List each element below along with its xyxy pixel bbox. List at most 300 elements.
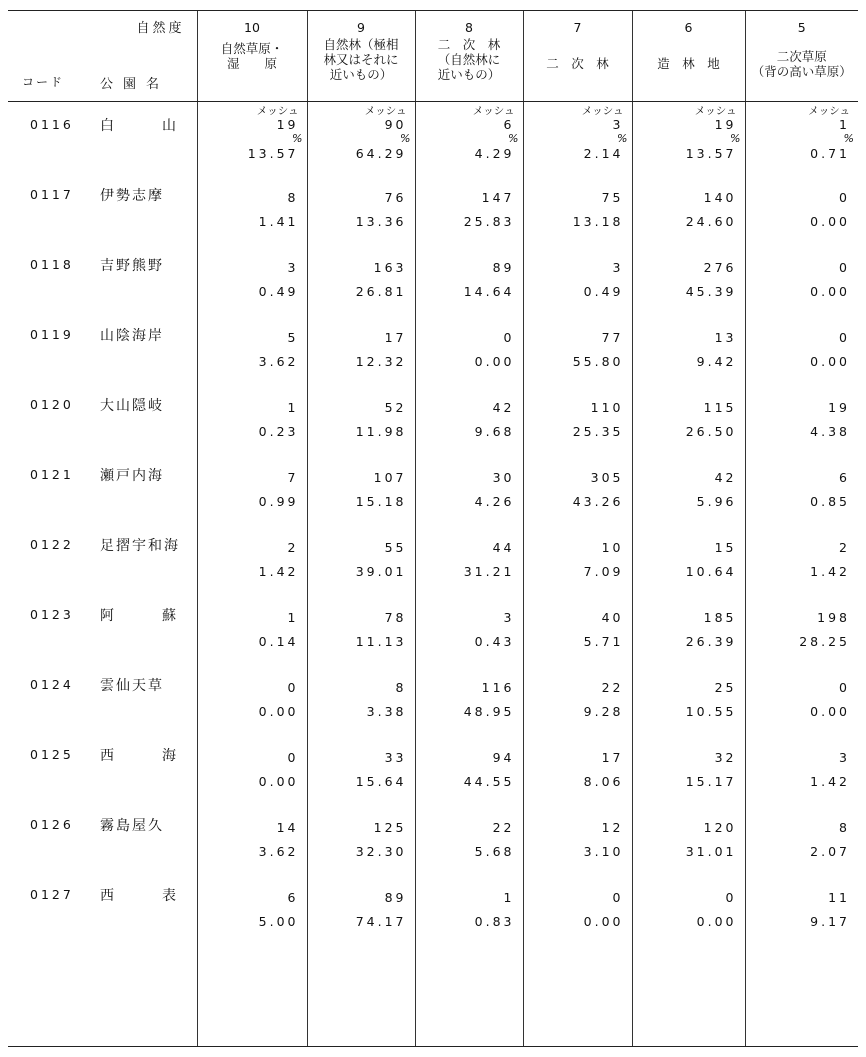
mesh-count: 19	[714, 117, 737, 132]
value-stack	[584, 256, 624, 304]
mesh-count: 0	[839, 329, 850, 345]
mesh-count: 8	[839, 819, 850, 835]
value-cell	[307, 662, 415, 732]
degree-description: 二 次 林 （自然林に 近いもの）	[437, 37, 501, 82]
park-name	[100, 465, 192, 485]
degree-description: 自然草原・ 湿 原	[220, 41, 284, 71]
mesh-count: 0	[503, 329, 515, 345]
mesh-count: 115	[703, 399, 737, 415]
park-code: 0126	[30, 816, 74, 832]
value-cell	[523, 522, 632, 592]
park-cell	[8, 592, 197, 662]
value-stack	[810, 396, 850, 444]
value-stack	[356, 326, 407, 374]
value-cell	[745, 872, 858, 942]
mesh-count: 116	[481, 679, 515, 695]
percentage: 0.71	[810, 146, 850, 161]
mesh-count: 0	[839, 259, 850, 275]
code-column-label: コード	[22, 75, 65, 89]
mesh-count: 3	[612, 259, 624, 275]
value-stack	[475, 326, 515, 374]
value-cell	[197, 452, 307, 522]
percentage: 5.96	[696, 493, 737, 509]
value-stack	[573, 466, 624, 514]
value-stack	[584, 886, 624, 934]
mesh-count: 185	[703, 609, 737, 625]
value-cell	[745, 522, 858, 592]
value-cell	[197, 732, 307, 802]
mesh-count: 163	[373, 259, 407, 275]
value-cell	[632, 452, 745, 522]
degree-description: 自然林（極相 林又はそれに 近いもの）	[323, 37, 399, 82]
percentage: 0.85	[810, 493, 850, 509]
value-stack	[686, 256, 737, 304]
mesh-count: 22	[492, 819, 515, 835]
value-stack	[356, 816, 407, 864]
mesh-count: 140	[703, 189, 737, 205]
value-cell	[523, 102, 632, 172]
percentage: 13.18	[572, 213, 624, 229]
value-cell	[632, 522, 745, 592]
value-stack	[573, 396, 624, 444]
value-stack	[356, 536, 407, 584]
park-cell	[8, 312, 197, 382]
value-stack	[697, 466, 737, 514]
value-cell	[632, 592, 745, 662]
percentage: 32.30	[355, 843, 407, 859]
percentage: 74.17	[355, 913, 407, 929]
value-stack	[810, 816, 850, 864]
mesh-count: 0	[839, 679, 850, 695]
park-name-part: 蘇	[162, 607, 178, 624]
value-cell	[197, 662, 307, 732]
park-name-part: 山	[162, 118, 178, 134]
park-code: 0119	[30, 326, 74, 342]
park-code: 0118	[30, 256, 74, 272]
value-cell	[745, 312, 858, 382]
park-name	[100, 885, 178, 905]
mesh-unit-label: メッシュ	[694, 105, 737, 117]
percentage: 4.29	[474, 146, 515, 161]
mesh-count: 42	[714, 469, 737, 485]
empty-cell	[197, 942, 307, 1047]
header-col-degree-10	[197, 11, 307, 102]
percentage: 64.29	[355, 146, 407, 161]
mesh-count: 11	[828, 889, 850, 905]
value-cell	[415, 172, 523, 242]
value-cell	[307, 242, 415, 312]
mesh-unit-label: メッシュ	[364, 105, 407, 117]
mesh-count: 17	[384, 329, 407, 345]
mesh-count: 0	[725, 889, 737, 905]
table-row	[8, 522, 858, 592]
percentage: 7.09	[583, 563, 624, 579]
park-name	[100, 815, 192, 835]
mesh-count: 6	[839, 469, 850, 485]
mesh-count: 2	[839, 539, 850, 555]
park-name-part: 白	[100, 118, 116, 134]
percentage: 26.81	[355, 283, 407, 299]
value-cell	[523, 382, 632, 452]
value-cell	[415, 732, 523, 802]
percentage: 9.28	[583, 703, 624, 719]
mesh-count: 120	[703, 819, 737, 835]
percentage: 28.25	[799, 633, 850, 649]
park-cell	[8, 242, 197, 312]
value-stack	[810, 886, 850, 934]
degree-description: 二次草原 （背の高い草原）	[751, 49, 852, 79]
park-cell	[8, 102, 197, 172]
mesh-unit-label: メッシュ	[808, 105, 850, 117]
park-code: 0125	[30, 746, 74, 762]
percentage: 1.42	[810, 563, 850, 579]
value-stack	[475, 816, 515, 864]
mesh-count: 305	[590, 469, 624, 485]
value-stack	[475, 886, 515, 934]
mesh-count: 125	[373, 819, 407, 835]
park-name-part: 吉野熊野	[100, 257, 164, 274]
value-stack	[686, 396, 737, 444]
mesh-count: 1	[503, 889, 515, 905]
percentage: 0.99	[258, 493, 299, 509]
percentage: 0.83	[474, 913, 515, 929]
degree-description: 二 次 林	[546, 56, 609, 71]
value-stack	[799, 606, 850, 654]
mesh-count: 6	[503, 117, 515, 132]
park-cell	[8, 452, 197, 522]
percentage: 3.62	[258, 843, 299, 859]
degree-number: 5	[797, 20, 806, 35]
value-cell	[632, 732, 745, 802]
value-stack	[581, 104, 628, 161]
mesh-count: 89	[384, 889, 407, 905]
value-cell	[745, 382, 858, 452]
percentage: 43.26	[572, 493, 624, 509]
mesh-count: 3	[503, 609, 515, 625]
value-stack	[247, 104, 303, 161]
mesh-count: 0	[612, 889, 624, 905]
value-stack	[810, 676, 850, 724]
value-stack	[259, 536, 299, 584]
mesh-count: 42	[492, 399, 515, 415]
mesh-count: 198	[817, 609, 850, 625]
value-stack	[356, 886, 407, 934]
value-cell	[197, 592, 307, 662]
percentage: 13.36	[355, 213, 407, 229]
value-stack	[356, 256, 407, 304]
park-name	[100, 605, 178, 625]
mesh-count: 75	[601, 189, 624, 205]
park-name-part: 西	[100, 747, 116, 764]
value-stack	[367, 676, 407, 724]
percentage: 9.17	[810, 913, 850, 929]
percentage: 0.00	[810, 213, 850, 229]
percent-unit-label: %	[843, 132, 854, 145]
percentage: 13.57	[685, 146, 737, 161]
value-cell	[523, 172, 632, 242]
park-name-part: 海	[162, 747, 178, 764]
value-stack	[810, 186, 850, 234]
percentage: 11.13	[355, 633, 407, 649]
park-name-column-label: 公園名	[100, 77, 170, 92]
value-stack	[464, 536, 515, 584]
value-stack	[356, 746, 407, 794]
value-stack	[810, 746, 850, 794]
percentage: 13.57	[247, 146, 299, 161]
value-stack	[259, 886, 299, 934]
mesh-count: 77	[601, 329, 624, 345]
value-cell	[197, 802, 307, 872]
mesh-count: 94	[492, 749, 515, 765]
degree-number: 9	[357, 20, 365, 35]
park-code: 0127	[30, 886, 74, 902]
empty-cell	[307, 942, 415, 1047]
value-cell	[745, 102, 858, 172]
percentage: 3.62	[258, 353, 299, 369]
degree-number: 8	[465, 20, 473, 35]
table-row	[8, 662, 858, 732]
mesh-count: 17	[601, 749, 624, 765]
percentage: 1.41	[258, 213, 299, 229]
mesh-count: 14	[276, 819, 299, 835]
table-row	[8, 242, 858, 312]
percentage: 0.00	[583, 913, 624, 929]
mesh-count: 44	[492, 539, 515, 555]
park-name	[100, 325, 192, 345]
mesh-count: 0	[287, 749, 299, 765]
park-code: 0121	[30, 466, 74, 482]
value-stack	[584, 816, 624, 864]
value-cell	[745, 452, 858, 522]
mesh-count: 55	[384, 539, 407, 555]
mesh-count: 110	[590, 399, 624, 415]
value-cell	[745, 662, 858, 732]
percentage: 5.68	[474, 843, 515, 859]
value-stack	[259, 676, 299, 724]
value-cell	[632, 172, 745, 242]
park-name	[100, 535, 192, 555]
value-cell	[197, 312, 307, 382]
value-cell	[745, 732, 858, 802]
mesh-count: 25	[714, 679, 737, 695]
header-row	[8, 11, 858, 102]
mesh-count: 1	[287, 399, 299, 415]
percentage: 0.00	[474, 353, 515, 369]
percentage: 0.00	[258, 773, 299, 789]
value-cell	[745, 592, 858, 662]
percentage: 15.17	[685, 773, 737, 789]
mesh-count: 10	[601, 539, 624, 555]
mesh-count: 3	[287, 259, 299, 275]
park-code: 0124	[30, 676, 74, 692]
percentage: 55.80	[572, 353, 624, 369]
value-cell	[632, 312, 745, 382]
value-stack	[475, 466, 515, 514]
value-cell	[307, 592, 415, 662]
value-stack	[573, 186, 624, 234]
table-row	[8, 872, 858, 942]
table-row	[8, 382, 858, 452]
mesh-count: 0	[839, 189, 850, 205]
value-stack	[686, 746, 737, 794]
percentage: 15.18	[355, 493, 407, 509]
value-stack	[472, 104, 519, 161]
value-cell	[197, 872, 307, 942]
percent-unit-label: %	[292, 132, 303, 145]
value-stack	[685, 104, 741, 161]
park-cell	[8, 522, 197, 592]
percentage: 9.68	[474, 423, 515, 439]
percentage: 5.71	[583, 633, 624, 649]
park-name-part: 西	[100, 887, 116, 904]
value-cell	[307, 522, 415, 592]
mesh-count: 12	[601, 819, 624, 835]
percentage: 0.00	[810, 703, 850, 719]
percentage: 12.32	[355, 353, 407, 369]
value-cell	[523, 872, 632, 942]
percentage: 0.43	[474, 633, 515, 649]
value-stack	[584, 676, 624, 724]
mesh-count: 1	[287, 609, 299, 625]
value-stack	[259, 396, 299, 444]
mesh-count: 3	[612, 117, 624, 132]
mesh-unit-label: メッシュ	[581, 105, 624, 117]
value-cell	[745, 242, 858, 312]
percent-unit-label: %	[508, 132, 519, 145]
park-code: 0123	[30, 606, 74, 622]
percentage: 11.98	[355, 423, 407, 439]
value-cell	[523, 452, 632, 522]
value-cell	[307, 872, 415, 942]
mesh-count: 8	[395, 679, 407, 695]
percent-unit-label: %	[617, 132, 628, 145]
percentage: 2.07	[810, 843, 850, 859]
percentage: 31.01	[685, 843, 737, 859]
percentage: 4.38	[810, 423, 850, 439]
park-name-part: 霧島屋久	[100, 817, 164, 834]
value-cell	[745, 802, 858, 872]
percentage: 2.14	[583, 146, 624, 161]
value-cell	[632, 242, 745, 312]
percentage: 0.49	[583, 283, 624, 299]
mesh-count: 19	[828, 399, 850, 415]
value-cell	[415, 522, 523, 592]
mesh-unit-label: メッシュ	[472, 105, 515, 117]
value-cell	[745, 172, 858, 242]
degree-number: 6	[684, 20, 693, 35]
park-code: 0116	[30, 117, 74, 132]
data-table	[8, 11, 858, 1046]
value-cell	[197, 382, 307, 452]
percentage: 26.50	[685, 423, 737, 439]
park-code: 0122	[30, 536, 74, 552]
value-cell	[197, 522, 307, 592]
park-code: 0117	[30, 186, 74, 202]
value-stack	[355, 104, 411, 161]
percentage: 5.00	[258, 913, 299, 929]
mesh-count: 3	[839, 749, 850, 765]
naturalness-degree-label: 自然度	[136, 21, 185, 36]
percentage: 0.00	[810, 283, 850, 299]
mesh-count: 276	[703, 259, 737, 275]
value-stack	[356, 466, 407, 514]
mesh-count: 22	[601, 679, 624, 695]
percentage: 3.10	[583, 843, 624, 859]
park-name	[100, 675, 192, 695]
park-name	[100, 745, 178, 765]
percentage: 15.64	[355, 773, 407, 789]
table-row	[8, 102, 858, 172]
value-cell	[307, 102, 415, 172]
empty-cell	[415, 942, 523, 1047]
value-stack	[259, 606, 299, 654]
empty-cell	[523, 942, 632, 1047]
table-row	[8, 592, 858, 662]
park-name-part: 雲仙天草	[100, 677, 164, 694]
mesh-count: 32	[714, 749, 737, 765]
park-name	[100, 395, 192, 415]
percentage: 48.95	[463, 703, 515, 719]
percentage: 25.83	[463, 213, 515, 229]
value-cell	[307, 312, 415, 382]
table-tail-row	[8, 942, 858, 1047]
park-cell	[8, 732, 197, 802]
park-name-part: 伊勢志摩	[100, 187, 164, 204]
mesh-count: 2	[287, 539, 299, 555]
park-cell	[8, 872, 197, 942]
percent-unit-label: %	[730, 132, 741, 145]
value-stack	[356, 186, 407, 234]
value-stack	[584, 746, 624, 794]
mesh-count: 19	[276, 117, 299, 132]
percentage: 0.49	[258, 283, 299, 299]
park-name-part: 大山隠岐	[100, 397, 164, 414]
header-col-degree-7	[523, 11, 632, 102]
value-stack	[356, 606, 407, 654]
mesh-count: 107	[373, 469, 407, 485]
value-stack	[584, 606, 624, 654]
park-cell	[8, 802, 197, 872]
park-cell	[8, 662, 197, 732]
value-cell	[415, 312, 523, 382]
value-cell	[197, 102, 307, 172]
park-code: 0120	[30, 396, 74, 412]
value-cell	[415, 662, 523, 732]
percentage: 44.55	[463, 773, 515, 789]
percentage: 0.00	[810, 353, 850, 369]
value-cell	[307, 382, 415, 452]
value-cell	[415, 102, 523, 172]
value-stack	[475, 606, 515, 654]
mesh-count: 6	[287, 889, 299, 905]
vegetation-naturalness-table	[8, 10, 858, 1047]
percentage: 45.39	[685, 283, 737, 299]
percentage: 0.00	[258, 703, 299, 719]
percentage: 26.39	[685, 633, 737, 649]
mesh-count: 13	[714, 329, 737, 345]
value-stack	[808, 104, 854, 161]
mesh-count: 78	[384, 609, 407, 625]
percentage: 0.00	[696, 913, 737, 929]
value-stack	[259, 746, 299, 794]
header-col-degree-6	[632, 11, 745, 102]
value-cell	[415, 872, 523, 942]
mesh-count: 15	[714, 539, 737, 555]
table-row	[8, 802, 858, 872]
degree-number: 7	[573, 20, 582, 35]
mesh-count: 30	[492, 469, 515, 485]
value-cell	[523, 242, 632, 312]
